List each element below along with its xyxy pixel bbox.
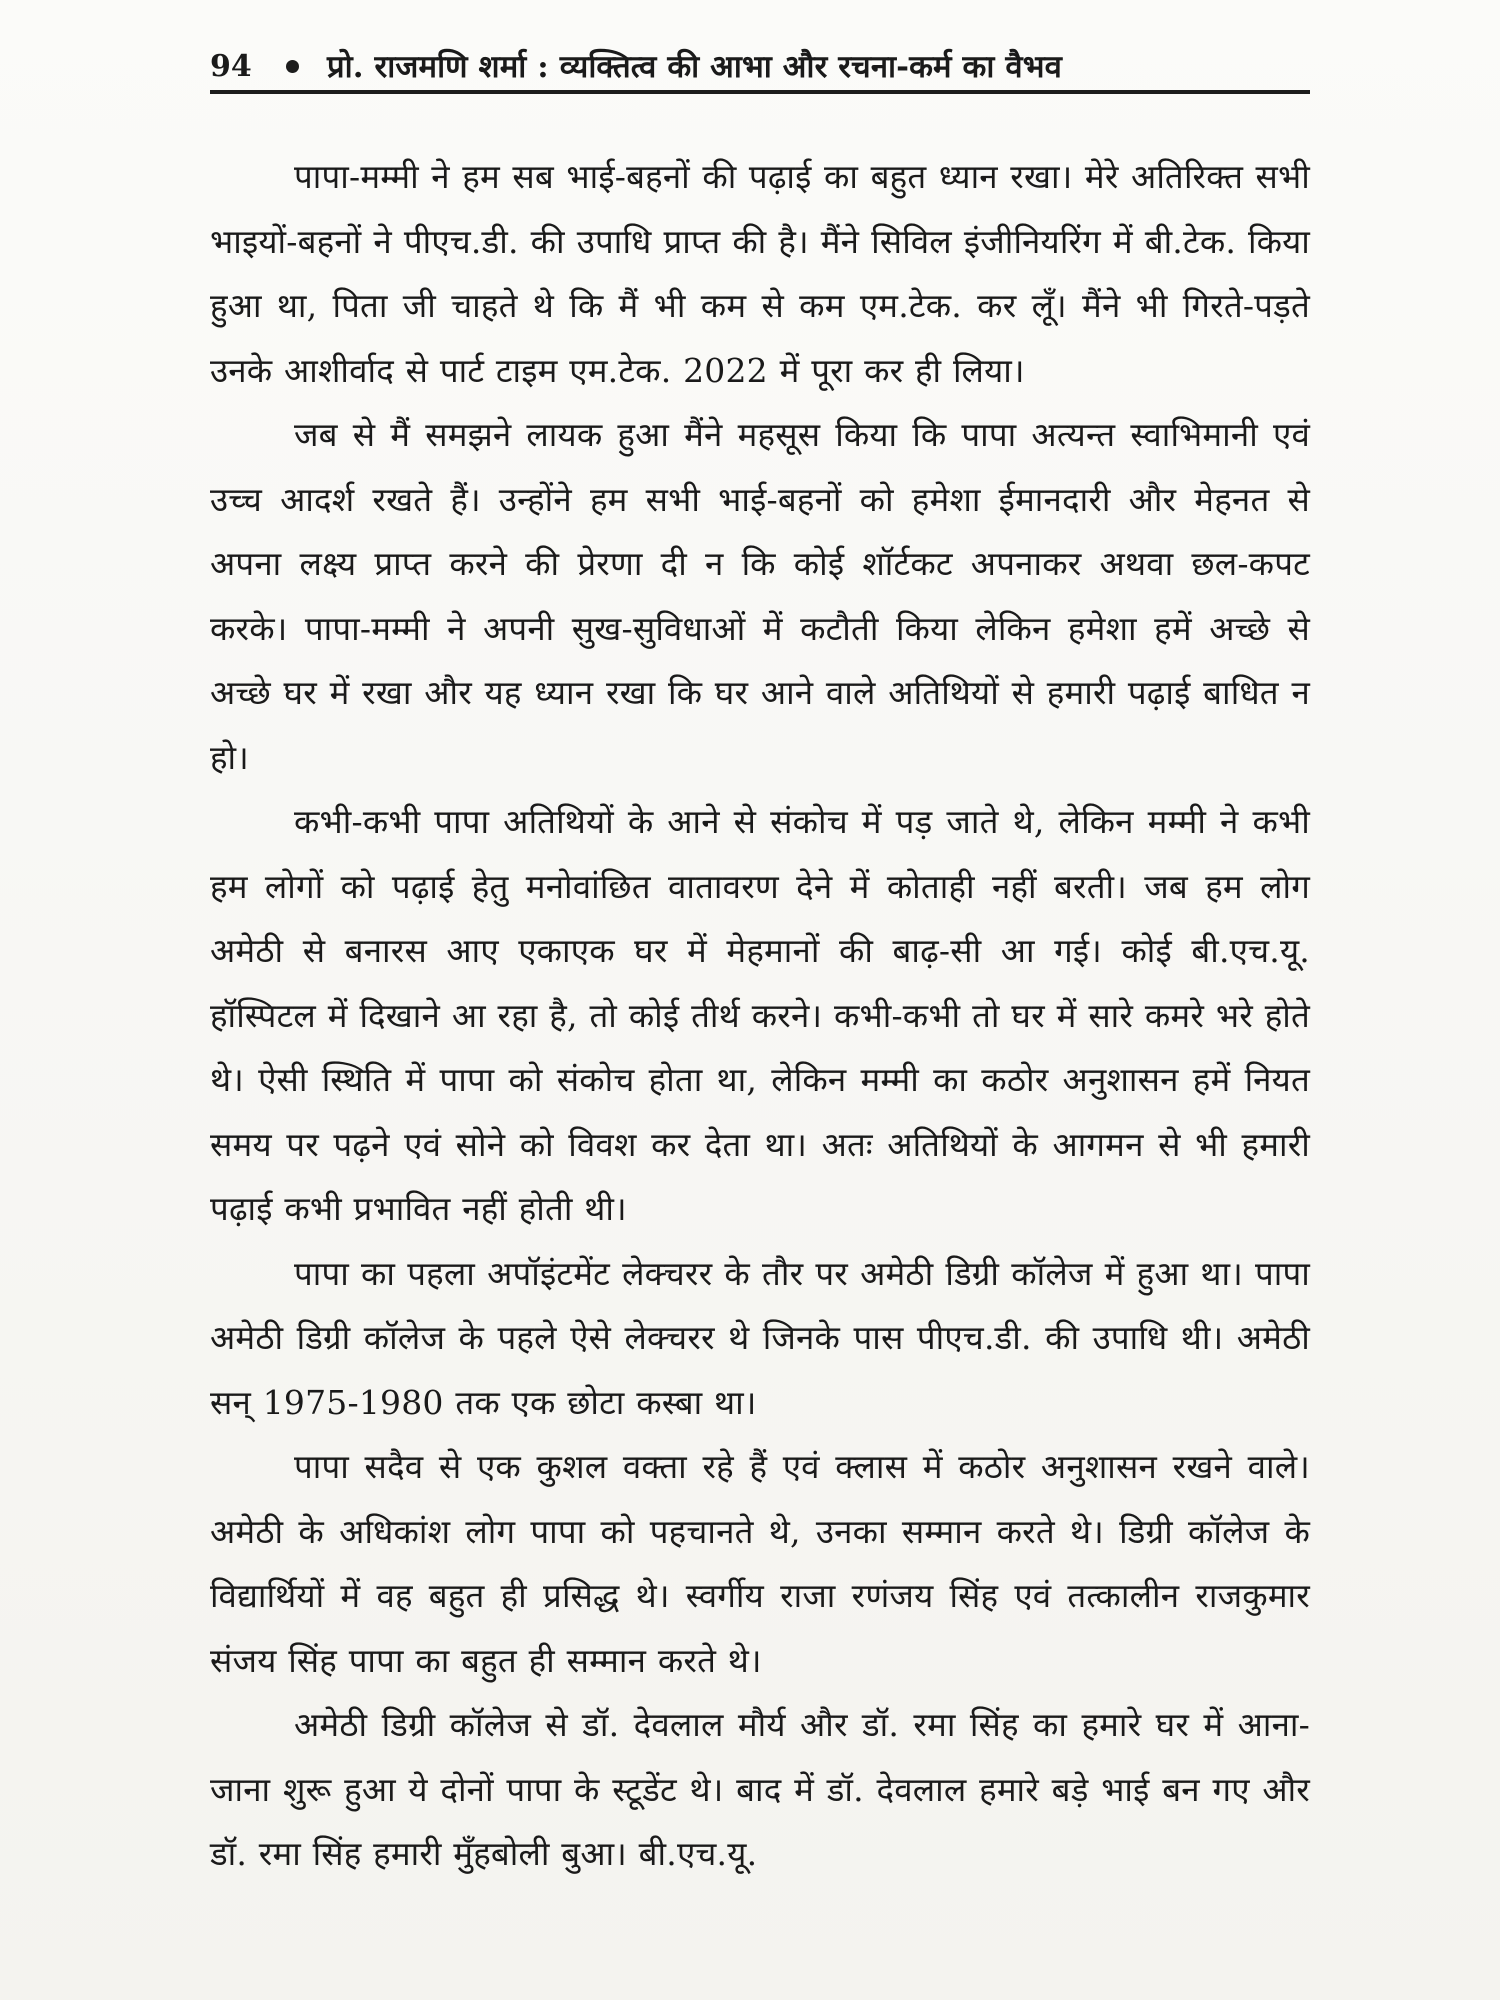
page-body bbox=[210, 145, 1310, 1887]
running-header-title: प्रो. राजमणि शर्मा : व्यक्तित्व की आभा और रचना-कर्म का वैभव bbox=[327, 49, 1062, 85]
page-number: 94 bbox=[210, 48, 252, 84]
paragraph-5: पापा सदैव से एक कुशल वक्ता रहे हैं एवं क्लास में कठोर अनुशासन रखने वाले। अमेठी के अधिकांश लोग पापा को पहचानते थे, उनका सम्मान करते थे। डिग्री कॉलेज के विद्यार्थियों में वह बहुत ही प्रसिद्ध थे। स्वर्गीय राजा रणंजय सिंह एवं तत्कालीन राजकुमार संजय सिंह पापा का बहुत ही सम्मान करते थे। bbox=[210, 1447, 1310, 1680]
paragraph-2: जब से मैं समझने लायक हुआ मैंने महसूस किया कि पापा अत्यन्त स्वाभिमानी एवं उच्च आदर्श रखते हैं। उन्होंने हम सभी भाई-बहनों को हमेशा ईमानदारी और मेहनत से अपना लक्ष्य प्राप्त करने की प्रेरणा दी न कि कोई शॉर्टकट अपनाकर अथवा छल-कपट करके। पापा-मम्मी ने अपनी सुख-सुविधाओं में कटौती किया लेकिन हमेशा हमें अच्छे से अच्छे घर में रखा और यह ध्यान रखा कि घर आने वाले अतिथियों से हमारी पढ़ाई बाधित न हो। bbox=[210, 415, 1310, 777]
paragraph-3: कभी-कभी पापा अतिथियों के आने से संकोच में पड़ जाते थे, लेकिन मम्मी ने कभी हम लोगों को पढ़ाई हेतु मनोवांछित वातावरण देने में कोताही नहीं बरती। जब हम लोग अमेठी से बनारस आए एकाएक घर में मेहमानों की बाढ़-सी आ गई। कोई बी.एच.यू. हॉस्पिटल में दिखाने आ रहा है, तो कोई तीर्थ करने। कभी-कभी तो घर में सारे कमरे भरे होते थे। ऐसी स्थिति में पापा को संकोच होता था, लेकिन मम्मी का कठोर अनुशासन हमें नियत समय पर पढ़ने एवं सोने को विवश कर देता था। अतः अतिथियों के आगमन से भी हमारी पढ़ाई कभी प्रभावित नहीं होती थी। bbox=[210, 802, 1310, 1228]
paragraph-1: पापा-मम्मी ने हम सब भाई-बहनों की पढ़ाई का बहुत ध्यान रखा। मेरे अतिरिक्त सभी भाइयों-बहनों ने पीएच.डी. की उपाधि प्राप्त की है। मैंने सिविल इंजीनियरिंग में बी.टेक. किया हुआ था, पिता जी चाहते थे कि मैं भी कम से कम एम.टेक. कर लूँ। मैंने भी गिरते-पड़ते उनके आशीर्वाद से पार्ट टाइम एम.टेक. 2022 में पूरा कर ही लिया। bbox=[210, 157, 1310, 390]
paragraph-6: अमेठी डिग्री कॉलेज से डॉ. देवलाल मौर्य और डॉ. रमा सिंह का हमारे घर में आना-जाना शुरू हुआ ये दोनों पापा के स्टूडेंट थे। बाद में डॉ. देवलाल हमारे बड़े भाई बन गए और डॉ. रमा सिंह हमारी मुँहबोली बुआ। बी.एच.यू. bbox=[210, 1705, 1310, 1873]
paragraph-4: पापा का पहला अपॉइंटमेंट लेक्चरर के तौर पर अमेठी डिग्री कॉलेज में हुआ था। पापा अमेठी डिग्री कॉलेज के पहले ऐसे लेक्चरर थे जिनके पास पीएच.डी. की उपाधि थी। अमेठी सन् 1975-1980 तक एक छोटा कस्बा था। bbox=[210, 1253, 1310, 1422]
page-header bbox=[210, 42, 1310, 94]
header-bullet-icon bbox=[286, 60, 299, 73]
